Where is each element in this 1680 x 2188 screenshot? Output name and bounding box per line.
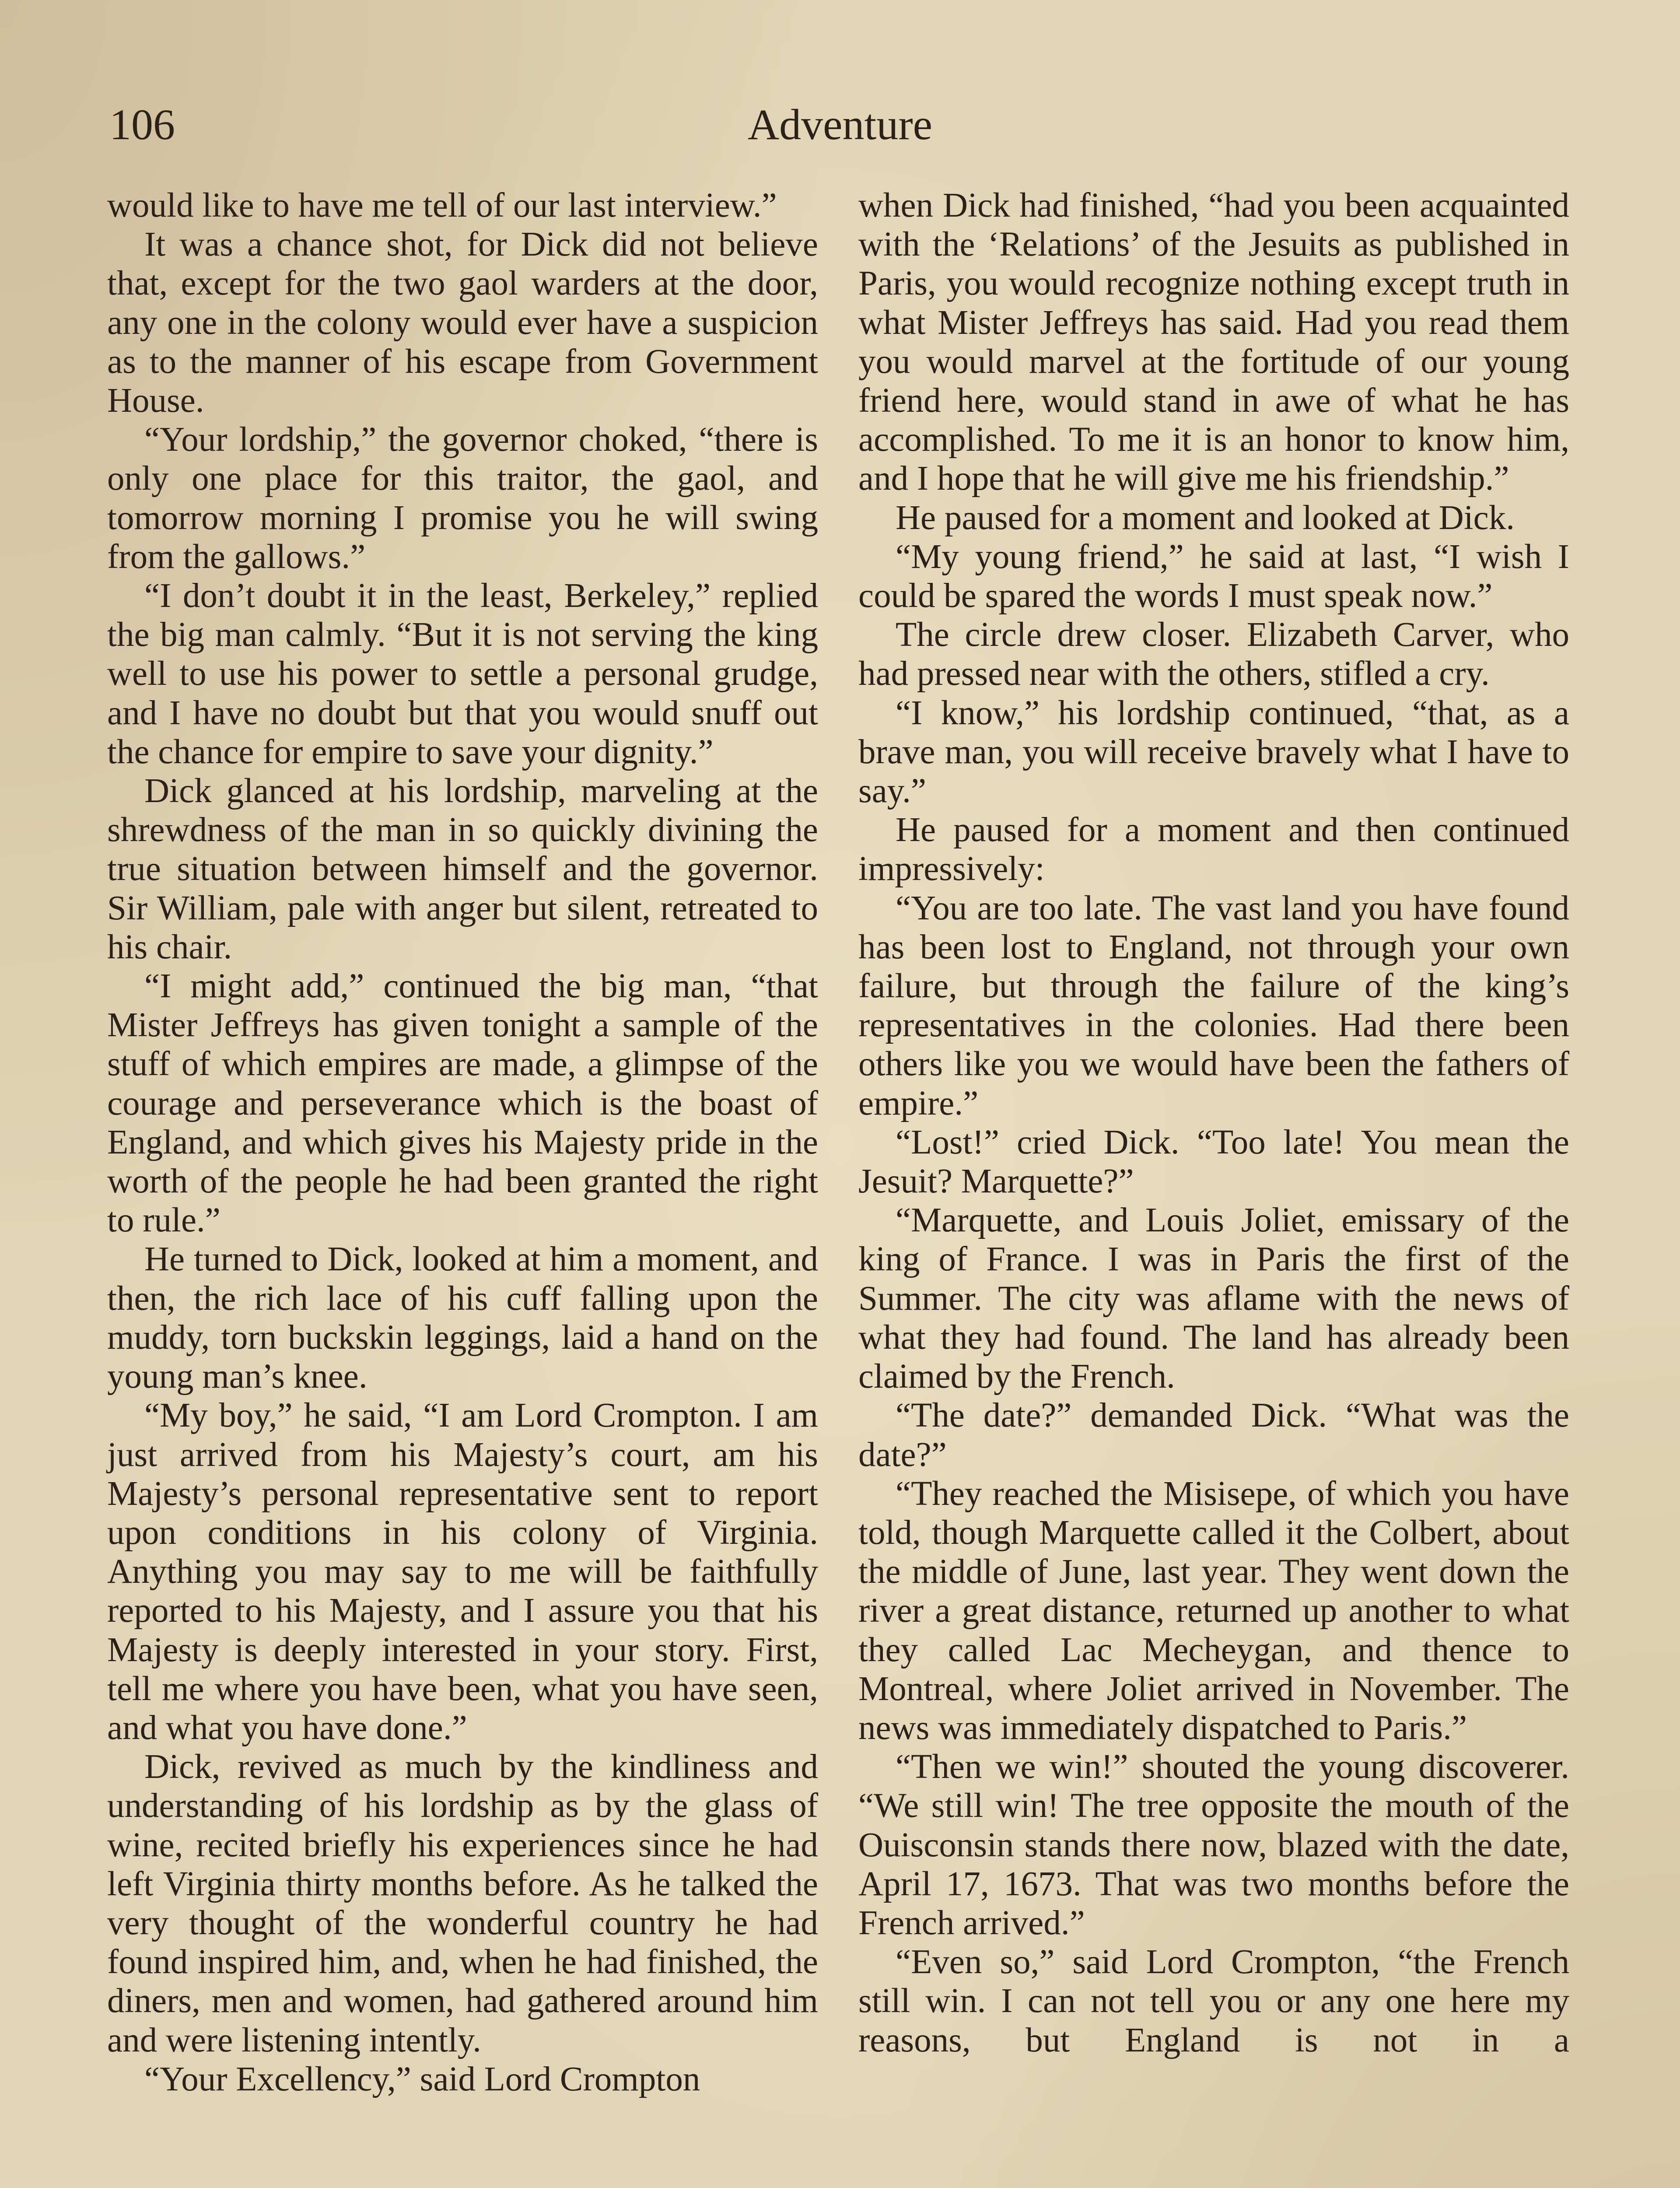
paragraph: “Then we win!” shouted the young discoverer. “We still win! The tree opposite the mouth of the Ouisconsin stands there now, blazed with the date, April 17, 1673. That was two months before the French arrived.” [858,1748,1569,1942]
right-column [858,186,1569,2060]
paragraph: “They reached the Misisepe, of which you have told, though Marquette called it the Colbert, about the middle of June, last year. They went down the river a great distance, returned up another to what they called Lac Mecheygan, and thence to Montreal, where Joliet arrived in November. The news was immediately dispatched to Paris.” [858,1474,1569,1747]
paragraph: “I don’t doubt it in the least, Berkeley,” replied the big man calmly. “But it is not serving the king well to use his power to settle a personal grudge, and I have no doubt but that you would snuff out the chance for empire to save your dignity.” [107,577,818,771]
page-number: 106 [109,100,175,149]
paragraph: He paused for a moment and looked at Dick. [896,498,1515,537]
paragraph: “Even so,” said Lord Crompton, “the French still win. I can not tell you or any one here my reasons, but England is not in a [858,1943,1569,2059]
paragraph: “I know,” his lordship continued, “that, as a brave man, you will receive bravely what I have to say.” [858,694,1569,810]
paragraph: He paused for a moment and then continued impressively: [858,811,1569,888]
paragraph: “Your lordship,” the governor choked, “there is only one place for this traitor, the gaol, and tomorrow morning I promise you he will swing from the gallows.” [107,421,818,576]
paragraph: “Lost!” cried Dick. “Too late! You mean the Jesuit? Marquette?” [858,1123,1569,1201]
page-header [105,92,1575,158]
paragraph: Dick, revived as much by the kindliness and understanding of his lordship as by the glass of wine, recited briefly his experiences since he had left Virginia thirty months before. As he talked the very thought of the wonderful country he had found inspired him, and, when he had finished, the diners, men and women, had gathered around him and were listening intently. [107,1748,818,2059]
paragraph: “Marquette, and Louis Joliet, emissary of the king of France. I was in Paris the first of the Summer. The city was aflame with the news of what they had found. The land has already been claimed by the French. [858,1201,1569,1396]
paragraph: “My young friend,” he said at last, “I wish I could be spared the words I must speak now.” [858,537,1569,615]
paragraph: would like to have me tell of our last interview.” [107,186,777,224]
paragraph: “Your Excellency,” said Lord Crompton [144,2060,700,2098]
left-column [107,186,818,2099]
paragraph: “My boy,” he said, “I am Lord Crompton. I am just arrived from his Majesty’s court, am his Majesty’s personal representative sent to report upon conditions in his colony of Virginia. Anything you may say to me will be faithfully reported to his Majesty, and I assure you that his Majesty is deeply interested in your story. First, tell me where you have been, what you have seen, and what you have done.” [107,1396,818,1747]
paragraph: The circle drew closer. Elizabeth Carver, who had pressed near with the others, stifled a cry. [858,616,1569,693]
paragraph: It was a chance shot, for Dick did not believe that, except for the two gaol warders at the door, any one in the colony would ever have a suspicion as to the manner of his escape from Government House. [107,225,818,420]
running-title: Adventure [747,100,933,149]
paragraph: “You are too late. The vast land you have found has been lost to England, not through your own failure, but through the failure of the king’s representatives in the colonies. Had there been others like you we would have been the fathers of empire.” [858,889,1569,1122]
paragraph: He turned to Dick, looked at him a moment, and then, the rich lace of his cuff falling upon the muddy, torn buckskin leggings, laid a hand on the young man’s knee. [107,1240,818,1396]
paragraph: “The date?” demanded Dick. “What was the date?” [858,1396,1569,1474]
paragraph: Dick glanced at his lordship, marveling at the shrewdness of the man in so quickly divining the true situation between himself and the governor. Sir William, pale with anger but silent, retreated to his chair. [107,772,818,966]
paragraph: “I might add,” continued the big man, “that Mister Jeffreys has given tonight a sample of the stuff of which empires are made, a glimpse of the courage and perseverance which is the boast of England, and which gives his Majesty pride in the worth of the people he had been granted the right to rule.” [107,967,818,1240]
paragraph: when Dick had finished, “had you been acquainted with the ‘Relations’ of the Jesuits as published in Paris, you would recognize nothing except truth in what Mister Jeffreys has said. Had you read them you would marvel at the fortitude of our young friend here, would stand in awe of what he has accomplished. To me it is an honor to know him, and I hope that he will give me his friendship.” [858,186,1569,498]
